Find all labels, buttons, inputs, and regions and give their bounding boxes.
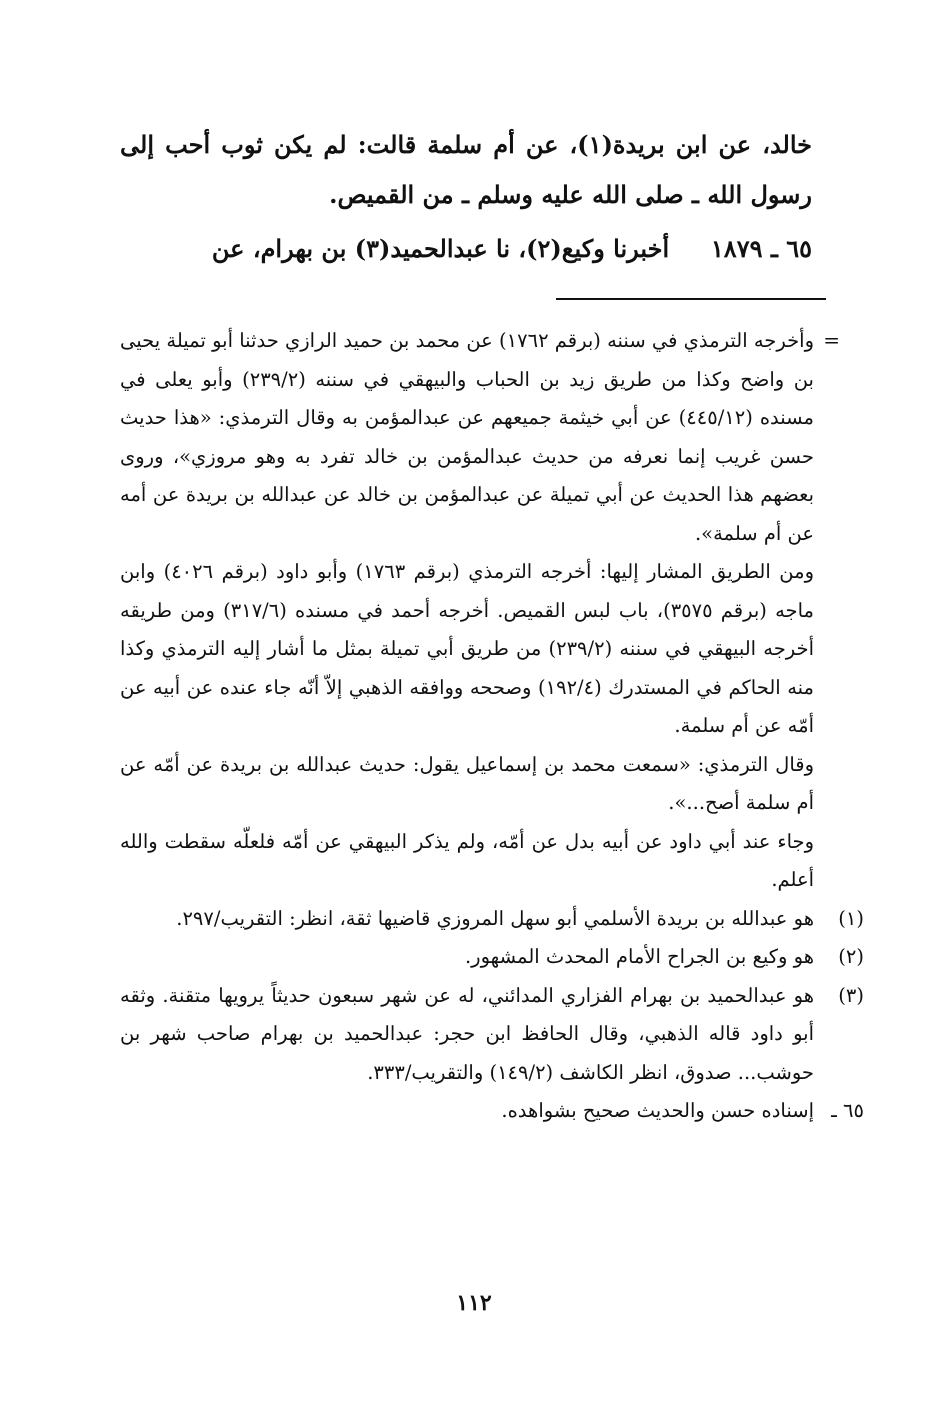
hadith-note-number: ٦٥ ـ	[831, 1099, 864, 1122]
main-text	[120, 120, 812, 274]
hadith-text-continuation: خالد، عن ابن بريدة(١)، عن أم سلمة قالت: لم يكن ثوب أحب إلى رسول الله ـ صلى الله عليه وسلم ـ من القميص.	[120, 130, 813, 209]
footnotes	[120, 322, 864, 1131]
hadith-number: ٦٥ ـ ١٨٧٩	[710, 234, 812, 263]
page-number: ١١٢	[456, 1290, 492, 1316]
footnote-number: (٢)	[838, 945, 864, 968]
footnote-number: (١)	[838, 906, 864, 930]
note-paragraph-1: وأخرجه الترمذي في سننه (برقم ١٧٦٢) عن محمد بن حميد الرازي حدثنا أبو تميلة يحيى بن واضح وكذا من طريق زيد بن الحباب والبيهقي في سننه (٢٣٩/٢) وأبو يعلى في مسنده (٤٤٥/١٢) عن أبي خيثمة جميعهم عن عبدالمؤمن به وقال الترمذي: «هذا حديث حسن غريب إنما نعرفه من حديث عبدالمؤمن بن خالد تفرد به وهو مروزي»، وروى بعضهم هذا الحديث عن أبي تميلة عن عبدالمؤمن بن خالد عن عبدالله بن بريدة عن أمه عن أم سلمة».	[120, 329, 814, 545]
hadith-note-text: إسناده حسن والحديث صحيح بشواهده.	[501, 1099, 814, 1122]
hadith-1879	[120, 224, 812, 274]
footnote-3	[120, 977, 864, 1093]
footnote-number: (٣)	[838, 983, 864, 1007]
footnote-text: هو وكيع بن الجراح الأمام المحدث المشهور.	[464, 945, 814, 968]
footnote-text: هو عبدالحميد بن بهرام الفزاري المدائني، له عن شهر سبعون حديثاً يرويها متقنة. وثقه أبو داود قاله الذهبي، وقال الحافظ ابن حجر: عبدالحميد بن بهرام صاحب شهر بن حوشب... صدوق، انظر الكاشف (١٤٩/٢) والتقريب/٣٣٣.	[120, 983, 814, 1084]
note-paragraph-4: وجاء عند أبي داود عن أبيه بدل عن أمّه، ولم يذكر البيهقي عن أمّه فلعلّه سقطت والله أعلم.	[120, 829, 814, 891]
note-paragraph-2: ومن الطريق المشار إليها: أخرجه الترمذي (برقم ١٧٦٣) وأبو داود (برقم ٤٠٢٦) وابن ماجه (برقم ٣٥٧٥)، باب لبس القميص. أخرجه أحمد في مسنده (٣١٧/٦) ومن طريقه أخرجه البيهقي في سننه (٢٣٩/٢) من طريق أبي تميلة بمثل ما أشار إليه الترمذي وكذا منه الحاكم في المستدرك (١٩٢/٤) وصححه ووافقه الذهبي إلاّ أنّه جاء عنده عن أبيه عن أمّه عن أم سلمة.	[120, 560, 815, 737]
hadith-grade-note	[120, 1092, 864, 1131]
continuation-mark: =	[823, 328, 840, 352]
note-paragraph-3: وقال الترمذي: «سمعت محمد بن إسماعيل يقول: حديث عبدالله بن بريدة عن أمّه عن أم سلمة أصح...».	[120, 752, 814, 814]
hadith-chain: أخبرنا وكيع(٢)، نا عبدالحميد(٣) بن بهرام، عن	[211, 234, 670, 263]
footnote-1	[120, 900, 864, 939]
footnote-2	[120, 938, 864, 977]
footnote-text: هو عبدالله بن بريدة الأسلمي أبو سهل المروزي قاضيها ثقة، انظر: التقريب/٢٩٧.	[176, 906, 814, 930]
footnote-separator	[556, 298, 826, 300]
